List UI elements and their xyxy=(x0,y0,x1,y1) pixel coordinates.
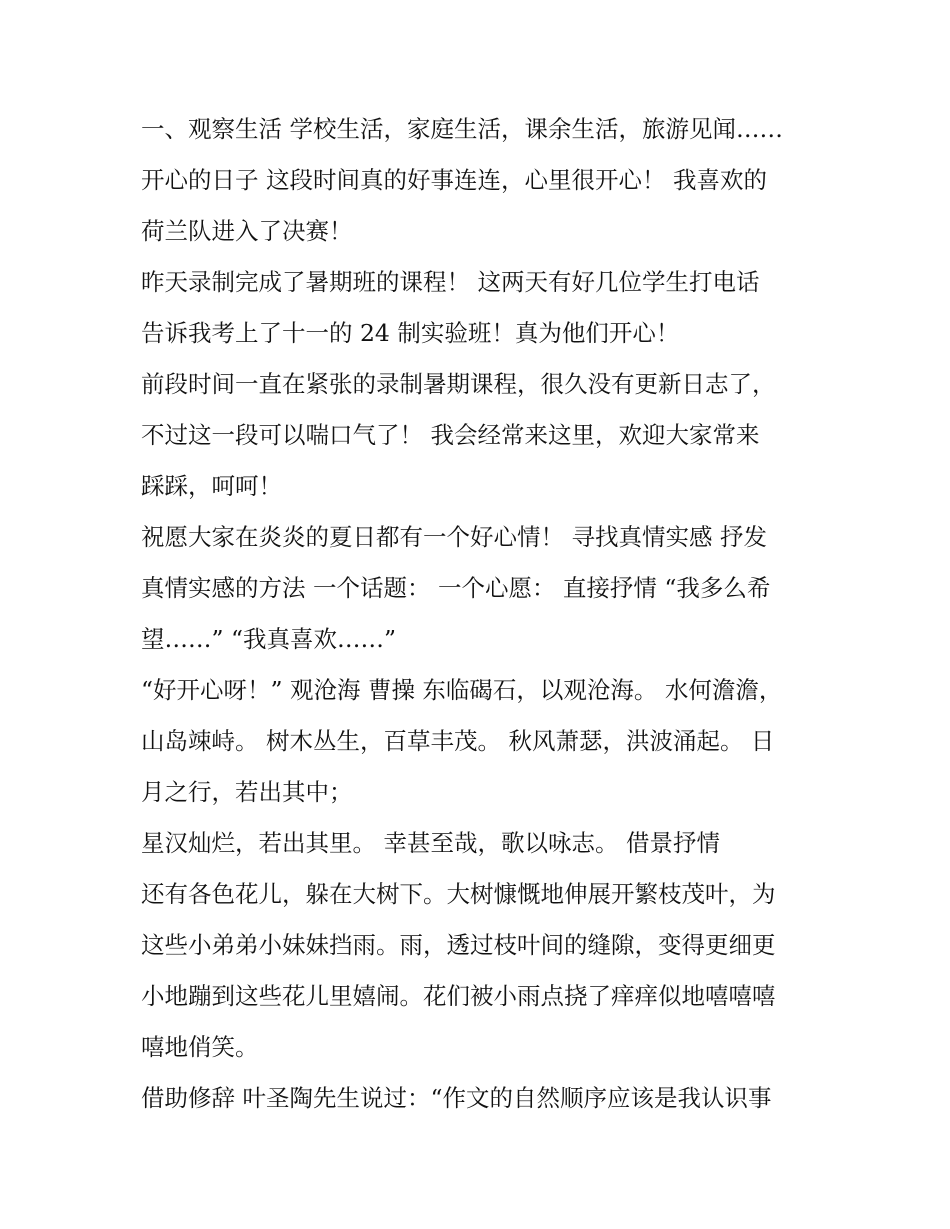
text-line: 昨天录制完成了暑期班的课程！ 这两天有好几位学生打电话 xyxy=(141,268,760,296)
text-line: 这些小弟弟小妹妹挡雨。雨，透过枝叶间的缝隙，变得更细更 xyxy=(141,931,776,959)
text-line: 一、观察生活 学校生活，家庭生活，课余生活，旅游见闻…… xyxy=(141,115,783,143)
text-line: 还有各色花儿，躲在大树下。大树慷慨地伸展开繁枝茂叶，为 xyxy=(141,880,776,908)
text-line: 借助修辞 叶圣陶先生说过：“作文的自然顺序应该是我认识事 xyxy=(141,1084,772,1112)
text-line: 星汉灿烂，若出其里。 幸甚至哉，歌以咏志。 借景抒情 xyxy=(141,829,720,857)
text-line: 真情实感的方法 一个话题： 一个心愿： 直接抒情 “我多么希 xyxy=(141,574,771,602)
text-line: 荷兰队进入了决赛！ xyxy=(141,217,353,245)
text-line: 不过这一段可以喘口气了！ 我会经常来这里，欢迎大家常来 xyxy=(141,421,760,449)
text-line: 告诉我考上了十一的 24 制实验班！真为他们开心！ xyxy=(141,319,680,347)
text-line: 山岛竦峙。 树木丛生，百草丰茂。 秋风萧瑟，洪波涌起。 日 xyxy=(141,727,775,755)
text-line: 祝愿大家在炎炎的夏日都有一个好心情！ 寻找真情实感 抒发 xyxy=(141,523,767,551)
text-line: 开心的日子 这段时间真的好事连连，心里很开心！ 我喜欢的 xyxy=(141,166,767,194)
text-line: 踩踩，呵呵！ xyxy=(141,472,282,500)
text-line: 小地蹦到这些花儿里嬉闹。花们被小雨点挠了痒痒似地嘻嘻嘻 xyxy=(141,982,776,1010)
text-line: 月之行，若出其中； xyxy=(141,778,353,806)
text-line: 前段时间一直在紧张的录制暑期课程，很久没有更新日志了， xyxy=(141,370,776,398)
text-line: 嘻地俏笑。 xyxy=(141,1033,259,1061)
text-line: 望……” “我真喜欢……” xyxy=(141,625,397,653)
document-body-text xyxy=(141,104,821,1124)
text-line: “好开心呀！” 观沧海 曹操 东临碣石，以观沧海。 水何澹澹， xyxy=(141,676,783,704)
